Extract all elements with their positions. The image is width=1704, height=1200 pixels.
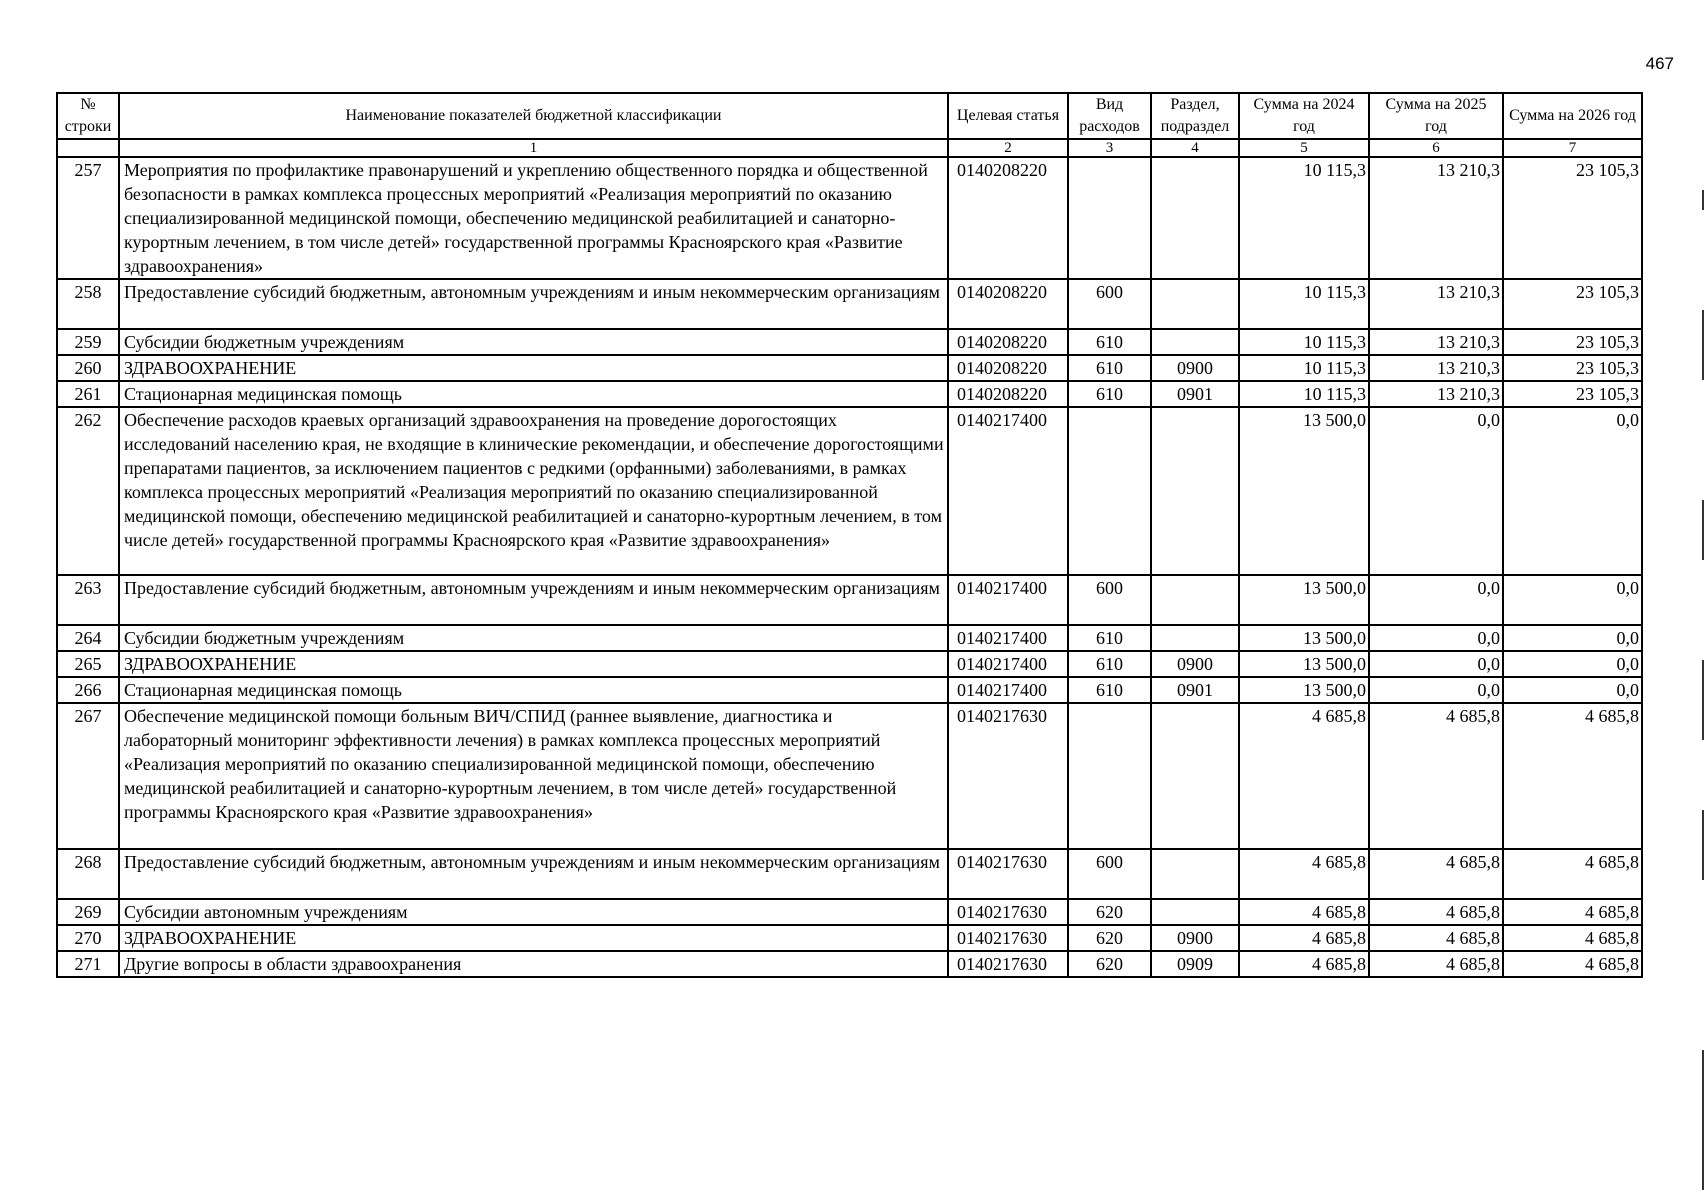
- column-number: [57, 139, 119, 157]
- row-sum-2024: 10 115,3: [1239, 157, 1369, 279]
- row-expense-type: 610: [1068, 625, 1151, 651]
- row-name: ЗДРАВООХРАНЕНИЕ: [119, 651, 948, 677]
- row-sum-2024: 10 115,3: [1239, 279, 1369, 329]
- table-row: [57, 849, 1642, 899]
- row-sum-2025: 4 685,8: [1369, 925, 1503, 951]
- row-sum-2024: 13 500,0: [1239, 677, 1369, 703]
- table-row: [57, 625, 1642, 651]
- row-expense-type: 620: [1068, 951, 1151, 977]
- row-sum-2024: 4 685,8: [1239, 951, 1369, 977]
- column-number: 3: [1068, 139, 1151, 157]
- table-row: [57, 407, 1642, 575]
- row-section: 0909: [1151, 951, 1239, 977]
- row-sum-2024: 13 500,0: [1239, 407, 1369, 575]
- row-section: [1151, 703, 1239, 849]
- row-sum-2025: 0,0: [1369, 407, 1503, 575]
- row-expense-type: 600: [1068, 849, 1151, 899]
- row-expense-type: [1068, 407, 1151, 575]
- row-target-article: 0140217630: [948, 899, 1068, 925]
- row-sum-2025: 13 210,3: [1369, 381, 1503, 407]
- row-number: 266: [57, 677, 119, 703]
- row-section: 0900: [1151, 925, 1239, 951]
- row-target-article: 0140217630: [948, 951, 1068, 977]
- row-number: 257: [57, 157, 119, 279]
- row-expense-type: 600: [1068, 279, 1151, 329]
- row-section: [1151, 279, 1239, 329]
- column-number: 2: [948, 139, 1068, 157]
- row-target-article: 0140217400: [948, 407, 1068, 575]
- row-sum-2026: 0,0: [1503, 575, 1642, 625]
- row-name: Субсидии автономным учреждениям: [119, 899, 948, 925]
- row-number: 267: [57, 703, 119, 849]
- header-section: Раздел, подраздел: [1151, 93, 1239, 139]
- row-sum-2026: 23 105,3: [1503, 279, 1642, 329]
- header-target-article: Целевая статья: [948, 93, 1068, 139]
- row-sum-2026: 23 105,3: [1503, 329, 1642, 355]
- row-sum-2025: 13 210,3: [1369, 279, 1503, 329]
- row-name: Предоставление субсидий бюджетным, автономным учреждениям и иным некоммерческим организациям: [119, 849, 948, 899]
- row-expense-type: 610: [1068, 381, 1151, 407]
- row-sum-2024: 4 685,8: [1239, 849, 1369, 899]
- row-sum-2025: 0,0: [1369, 575, 1503, 625]
- row-section: 0900: [1151, 355, 1239, 381]
- row-expense-type: 600: [1068, 575, 1151, 625]
- row-number: 258: [57, 279, 119, 329]
- row-sum-2026: 4 685,8: [1503, 951, 1642, 977]
- table-row: [57, 899, 1642, 925]
- row-name: Обеспечение расходов краевых организаций здравоохранения на проведение дорогостоящих исследований населению края, не входящие в клинические рекомендации, и обеспечение дорогостоящими препаратами пациентов, за исключением пациентов с редкими (орфанными) заболеваниями, в рамках комплекса процессных мероприятий «Реализация мероприятий по оказанию специализированной медицинской помощи, обеспечению медицинской реабилитацией и санаторно-курортным лечением, в том числе детей» государственной программы Красноярского края «Развитие здравоохранения»: [119, 407, 948, 575]
- row-sum-2024: 13 500,0: [1239, 575, 1369, 625]
- row-target-article: 0140217400: [948, 625, 1068, 651]
- row-sum-2026: 4 685,8: [1503, 703, 1642, 849]
- column-number: 4: [1151, 139, 1239, 157]
- row-sum-2025: 4 685,8: [1369, 899, 1503, 925]
- row-sum-2026: 0,0: [1503, 625, 1642, 651]
- row-sum-2026: 23 105,3: [1503, 157, 1642, 279]
- row-sum-2025: 4 685,8: [1369, 849, 1503, 899]
- row-target-article: 0140208220: [948, 381, 1068, 407]
- row-number: 265: [57, 651, 119, 677]
- row-section: 0900: [1151, 651, 1239, 677]
- row-name: ЗДРАВООХРАНЕНИЕ: [119, 925, 948, 951]
- row-target-article: 0140208220: [948, 157, 1068, 279]
- row-sum-2024: 4 685,8: [1239, 703, 1369, 849]
- row-name: Мероприятия по профилактике правонарушений и укреплению общественного порядка и общественной безопасности в рамках комплекса процессных мероприятий «Реализация мероприятий по оказанию специализированной медицинской помощи, обеспечению медицинской реабилитацией и санаторно-курортным лечением, в том числе детей» государственной программы Красноярского края «Развитие здравоохранения»: [119, 157, 948, 279]
- table-row: [57, 355, 1642, 381]
- row-section: [1151, 899, 1239, 925]
- header-expense-type: Вид расходов: [1068, 93, 1151, 139]
- row-section: [1151, 407, 1239, 575]
- table-row: [57, 703, 1642, 849]
- row-number: 264: [57, 625, 119, 651]
- row-expense-type: 610: [1068, 651, 1151, 677]
- column-number: 5: [1239, 139, 1369, 157]
- row-sum-2024: 10 115,3: [1239, 329, 1369, 355]
- table-header: [57, 93, 1642, 157]
- row-sum-2025: 0,0: [1369, 677, 1503, 703]
- row-number: 263: [57, 575, 119, 625]
- row-sum-2026: 4 685,8: [1503, 899, 1642, 925]
- header-row-no: № строки: [57, 93, 119, 139]
- row-expense-type: 620: [1068, 925, 1151, 951]
- row-target-article: 0140208220: [948, 355, 1068, 381]
- row-number: 270: [57, 925, 119, 951]
- row-sum-2024: 13 500,0: [1239, 625, 1369, 651]
- row-section: 0901: [1151, 381, 1239, 407]
- row-number: 269: [57, 899, 119, 925]
- header-name: Наименование показателей бюджетной классификации: [119, 93, 948, 139]
- scan-edge-marks: [1700, 190, 1704, 1200]
- row-name: Другие вопросы в области здравоохранения: [119, 951, 948, 977]
- column-number: 7: [1503, 139, 1642, 157]
- row-name: Стационарная медицинская помощь: [119, 677, 948, 703]
- table-row: [57, 329, 1642, 355]
- row-number: 268: [57, 849, 119, 899]
- row-sum-2024: 10 115,3: [1239, 355, 1369, 381]
- row-number: 271: [57, 951, 119, 977]
- table-row: [57, 677, 1642, 703]
- table-row: [57, 925, 1642, 951]
- row-sum-2026: 0,0: [1503, 677, 1642, 703]
- row-sum-2024: 4 685,8: [1239, 925, 1369, 951]
- row-expense-type: 610: [1068, 677, 1151, 703]
- row-number: 262: [57, 407, 119, 575]
- row-name: Стационарная медицинская помощь: [119, 381, 948, 407]
- row-target-article: 0140217400: [948, 651, 1068, 677]
- row-section: [1151, 575, 1239, 625]
- table-row: [57, 951, 1642, 977]
- row-sum-2025: 4 685,8: [1369, 951, 1503, 977]
- row-section: [1151, 625, 1239, 651]
- row-expense-type: 620: [1068, 899, 1151, 925]
- row-name: Субсидии бюджетным учреждениям: [119, 329, 948, 355]
- header-sum-2024: Сумма на 2024 год: [1239, 93, 1369, 139]
- column-number: 6: [1369, 139, 1503, 157]
- row-sum-2026: 4 685,8: [1503, 849, 1642, 899]
- row-target-article: 0140217400: [948, 677, 1068, 703]
- row-sum-2026: 23 105,3: [1503, 355, 1642, 381]
- row-target-article: 0140208220: [948, 279, 1068, 329]
- row-sum-2026: 23 105,3: [1503, 381, 1642, 407]
- column-numbers-row: [57, 139, 1642, 157]
- row-section: 0901: [1151, 677, 1239, 703]
- table-row: [57, 651, 1642, 677]
- row-expense-type: [1068, 703, 1151, 849]
- row-target-article: 0140217630: [948, 925, 1068, 951]
- row-number: 259: [57, 329, 119, 355]
- row-name: ЗДРАВООХРАНЕНИЕ: [119, 355, 948, 381]
- row-target-article: 0140217630: [948, 849, 1068, 899]
- page-number: 467: [1645, 54, 1674, 73]
- row-sum-2025: 13 210,3: [1369, 157, 1503, 279]
- row-name: Субсидии бюджетным учреждениям: [119, 625, 948, 651]
- header-sum-2025: Сумма на 2025 год: [1369, 93, 1503, 139]
- row-target-article: 0140217630: [948, 703, 1068, 849]
- header-sum-2026: Сумма на 2026 год: [1503, 93, 1642, 139]
- table-row: [57, 279, 1642, 329]
- table-row: [57, 575, 1642, 625]
- row-sum-2026: 0,0: [1503, 407, 1642, 575]
- table-row: [57, 381, 1642, 407]
- row-name: Предоставление субсидий бюджетным, автономным учреждениям и иным некоммерческим организациям: [119, 575, 948, 625]
- row-expense-type: 610: [1068, 329, 1151, 355]
- row-sum-2025: 13 210,3: [1369, 329, 1503, 355]
- row-sum-2025: 0,0: [1369, 651, 1503, 677]
- row-number: 261: [57, 381, 119, 407]
- column-number: 1: [119, 139, 948, 157]
- row-section: [1151, 157, 1239, 279]
- row-sum-2024: 10 115,3: [1239, 381, 1369, 407]
- row-expense-type: [1068, 157, 1151, 279]
- row-expense-type: 610: [1068, 355, 1151, 381]
- row-section: [1151, 849, 1239, 899]
- row-sum-2024: 4 685,8: [1239, 899, 1369, 925]
- row-section: [1151, 329, 1239, 355]
- row-number: 260: [57, 355, 119, 381]
- row-sum-2024: 13 500,0: [1239, 651, 1369, 677]
- row-sum-2025: 0,0: [1369, 625, 1503, 651]
- table-row: [57, 157, 1642, 279]
- row-sum-2026: 0,0: [1503, 651, 1642, 677]
- row-name: Обеспечение медицинской помощи больным ВИЧ/СПИД (раннее выявление, диагностика и лабораторный мониторинг эффективности лечения) в рамках комплекса процессных мероприятий «Реализация мероприятий по оказанию специализированной медицинской помощи, обеспечению медицинской реабилитацией и санаторно-курортным лечением, в том числе детей» государственной программы Красноярского края «Развитие здравоохранения»: [119, 703, 948, 849]
- budget-classification-table: [56, 92, 1643, 978]
- row-target-article: 0140208220: [948, 329, 1068, 355]
- row-name: Предоставление субсидий бюджетным, автономным учреждениям и иным некоммерческим организациям: [119, 279, 948, 329]
- row-sum-2025: 4 685,8: [1369, 703, 1503, 849]
- row-target-article: 0140217400: [948, 575, 1068, 625]
- row-sum-2026: 4 685,8: [1503, 925, 1642, 951]
- table-body: [57, 157, 1642, 977]
- row-sum-2025: 13 210,3: [1369, 355, 1503, 381]
